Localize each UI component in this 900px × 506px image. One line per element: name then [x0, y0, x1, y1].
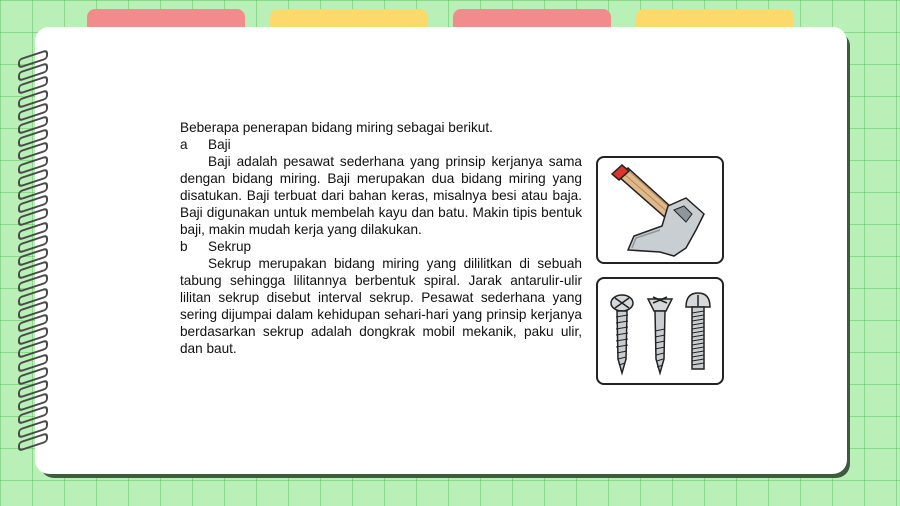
item-b-title: Sekrup — [208, 239, 252, 254]
item-a-title: Baji — [208, 137, 231, 152]
lesson-content — [180, 119, 582, 357]
screws-icon — [598, 279, 722, 383]
spiral-binding — [18, 54, 52, 450]
item-b-text: Sekrup merupakan bidang miring yang dililitkan di sebuah tabung sehingga lilitannya berbentuk spiral. Jarak antarulir-ulir lilitan sekrup disebut interval sekrup. Pesawat sederhana yang sering dijumpai dalam kehidupan sehari-hari yang prinsip kerjanya berdasarkan sekrup adalah dongkrak mobil mekanik, paku ulir, dan baut. — [180, 256, 582, 356]
axe-image — [596, 156, 724, 264]
item-a-heading — [180, 136, 582, 153]
item-b-letter: b — [180, 239, 188, 254]
axe-icon — [598, 158, 722, 262]
item-a-letter: a — [180, 137, 188, 152]
screws-image — [596, 277, 724, 385]
item-b-heading — [180, 238, 582, 255]
intro-text: Beberapa penerapan bidang miring sebagai berikut. — [180, 120, 493, 135]
item-a-text: Baji adalah pesawat sederhana yang prinsip kerjanya sama dengan bidang miring. Baji merupakan dua bidang miring yang disatukan. Baji terbuat dari bahan keras, misalnya besi atau baja. Baji digunakan untuk membelah kayu dan batu. Makin tipis bentuk baji, makin mudah kerja yang dilakukan. — [180, 154, 582, 237]
